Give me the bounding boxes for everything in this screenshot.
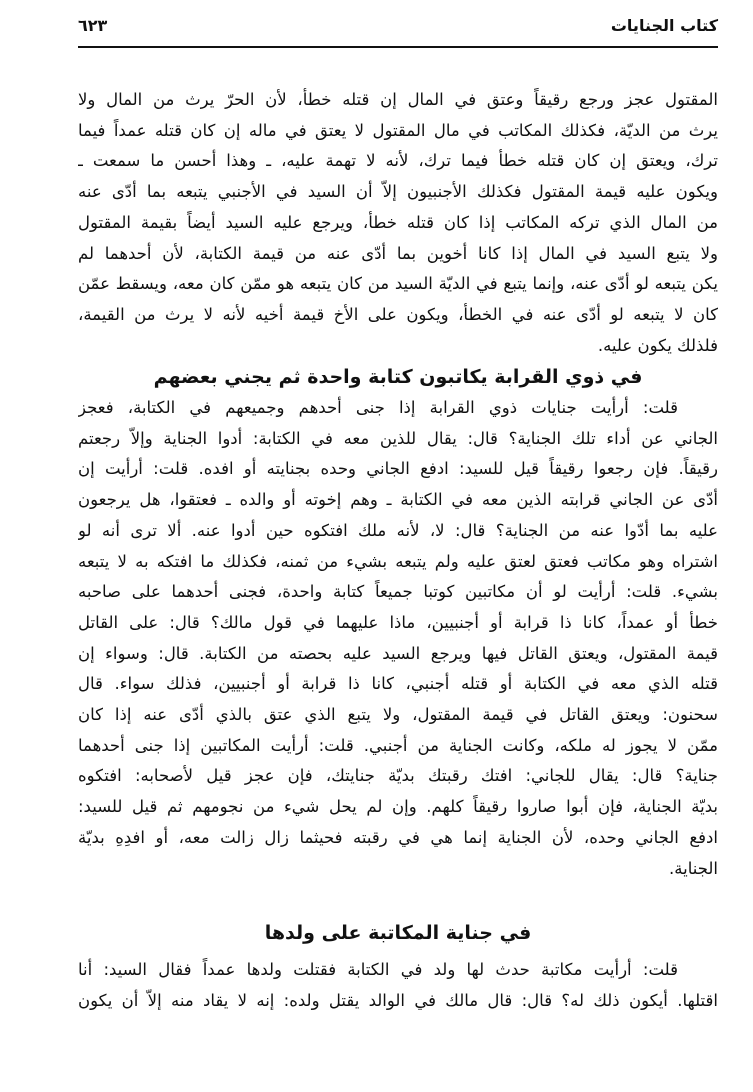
text-line: المقتول عجز ورجع رقيقاً وعتق في المال إن قتله خطأ، لأن الحرّ يرث من المال ولا <box>78 90 718 109</box>
text-line: سحنون: ويعتق القاتل في قيمة المقتول، ولا يتبع الذي عتق بالذي أدّى عنه إذا كان <box>78 705 718 724</box>
page-number: ٦٢٣ <box>78 16 108 35</box>
text-line: عليه بما أدّوا عنه من الجناية؟ قال: لا، لأنه ملك افتكوه حين أدوا عنه. ألا ترى أنه لو <box>78 520 718 540</box>
text-line: بديّة الجناية، فإن أبوا صاروا رقيقاً كلهم. وإن لم يحل شيء من نجومهم ثم قيل للسيد: <box>78 797 718 817</box>
text-line: قلت: أرأيت مكاتبة حدث لها ولد في الكتابة فقتلت ولدها عمداً فقال السيد: أنا <box>78 960 678 979</box>
text-line: الجاني عن أداء تلك الجناية؟ قال: يقال للذين معه في الكتابة: أدوا الجناية وإلاّ رجعتم <box>78 428 718 448</box>
text-line: اقتلها. أيكون ذلك له؟ قال: قال مالك في الوالد يقتل ولده: إنه لا يقاد منه إلاّ أن يكون <box>78 990 718 1010</box>
text-line: يكن يتبعه لو أدّى عنه، وإنما يتبع في الديّة السيد من كان يتبعه هو ممّن كان معه، ويسقط عمّن <box>78 274 718 294</box>
text-line: ويكون عليه قيمة المقتول فكذلك الأجنبيون إلاّ أن السيد في الأجنبي يتبعه بما أدّى عنه <box>78 182 718 202</box>
text-line: ممّن لا يجوز له ملكه، وكانت الجناية من أجنبي. قلت: أرأيت المكاتبين إذا جنى أحدهما <box>78 735 718 755</box>
text-line: خطأ أو عمداً، كانا ذا قرابة أو أجنبيين، ماذا عليهما في قول مالك؟ قال: على القاتل <box>78 612 718 632</box>
chapter-title: كتاب الجنايات <box>610 16 718 35</box>
header-rule <box>78 46 718 48</box>
running-header <box>78 16 718 42</box>
text-line: ولا يتبع السيد في المال إذا كانا أخوين بما أدّى عنه من قيمة الكتابة، لأن أحدهما لم <box>78 243 718 263</box>
text-line: كان لا يتبعه لو أدّى عنه في الخطأ، ويكون على الأخ قيمة أخيه لأنه لا يرث من القيمة، <box>78 304 718 324</box>
text-line: يرث من الديّة، فكذلك المكاتب في مال المقتول لا يعتق في ماله إن كان قتله عمداً فيما <box>78 120 718 140</box>
text-line: الجناية. <box>669 858 718 878</box>
text-line: ادفع الجاني وحده، لأن الجناية إنما هي في رقبته فحيثما زال زالت معه، أو افدِهِ بديّة <box>78 827 718 847</box>
text-line: ترك، ويعتق إن كان قتله خطأ فيما ترك، لأنه لا تهمة عليه، ـ وهذا أحسن ما سمعت ـ <box>78 151 718 171</box>
text-line: اشتراه وهو مكاتب فعتق لعتق عليه ولم يتبعه بشيء من ثمنه، فكذلك ما افتكه به لا يتبعه <box>78 551 718 571</box>
text-line: جناية؟ قال: يقال للجاني: افتك رقبتك بديّة جنايتك، فإن عجز قيل لأصحابه: افتكوه <box>78 766 718 786</box>
section-heading-2: في جناية المكاتبة على ولدها <box>264 922 532 944</box>
text-line: قلت: أرأيت جنايات ذوي القرابة إذا جنى أحدهم وجميعهم في الكتابة، فعجز <box>78 398 678 417</box>
text-line: بشيء. قلت: أرأيت لو أن مكاتبين كوتبا جميعاً كتابة واحدة، فجنى أحدهما على صاحبه <box>78 582 718 602</box>
section-heading-1: في ذوي القرابة يكاتبون كتابة واحدة ثم يجني بعضهم <box>153 366 643 388</box>
text-line: رقيقاً. فإن رجعوا رقيقاً قيل للسيد: ادفع الجاني وحده بجنايته أو افده. قلت: أرأيت إن <box>78 459 718 479</box>
text-line: أدّى عن الجاني قرابته الذين معه في الكتابة ـ وهم إخوته أو والده ـ فعتقوا، هل يرجعون <box>78 490 718 510</box>
text-line: فلذلك يكون عليه. <box>597 335 718 355</box>
text-line: قيمة المقتول، ويعتق القاتل فيها ويرجع السيد عليه بحصته من الكتابة. قال: وسواء إن <box>78 643 718 663</box>
text-line: من المال الذي تركه المكاتب إذا كان قتله خطأ، ويرجع عليه السيد أيضاً بقيمة المقتول <box>78 212 718 232</box>
text-line: قتله الذي معه في الكتابة أو قتله أجنبي، كانا ذا قرابة أو أجنبيين، فذلك سواء. قال <box>78 674 718 694</box>
